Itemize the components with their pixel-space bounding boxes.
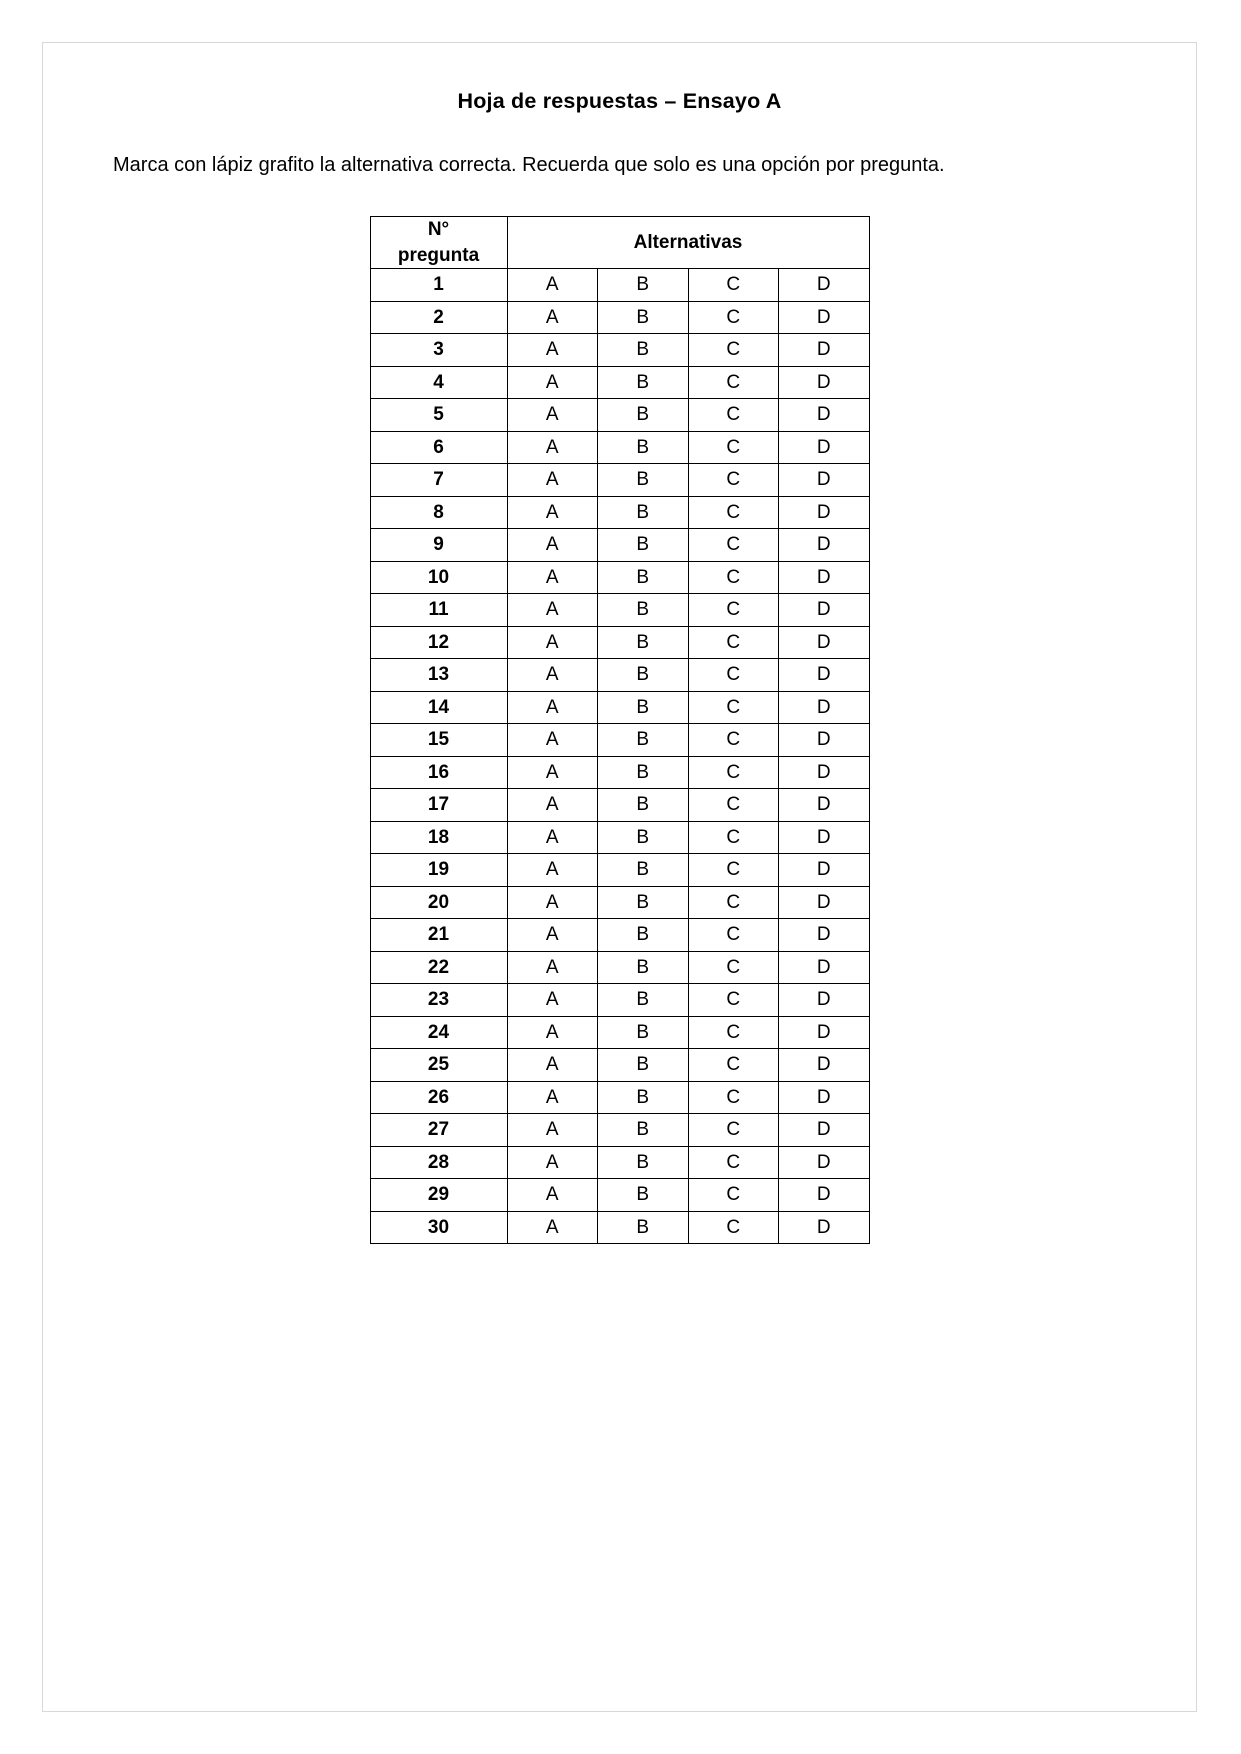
answer-option-cell[interactable]: C: [688, 724, 779, 757]
question-number-cell: 23: [370, 984, 507, 1017]
answer-option-cell[interactable]: B: [598, 1114, 689, 1147]
column-header-alternatives: Alternativas: [507, 217, 869, 269]
answer-option-cell[interactable]: B: [598, 691, 689, 724]
question-number-cell: 15: [370, 724, 507, 757]
answer-option-cell[interactable]: B: [598, 399, 689, 432]
answer-option-cell[interactable]: C: [688, 1114, 779, 1147]
table-row: [370, 529, 869, 562]
answer-option-cell[interactable]: B: [598, 789, 689, 822]
instructions-text: Marca con lápiz grafito la alternativa correcta. Recuerda que solo es una opción por pregunta.: [113, 154, 945, 176]
answer-option-cell[interactable]: B: [598, 1211, 689, 1244]
answer-option-cell[interactable]: D: [779, 1114, 870, 1147]
question-number-cell: 27: [370, 1114, 507, 1147]
answer-option-cell[interactable]: A: [507, 919, 598, 952]
answer-option-cell[interactable]: D: [779, 464, 870, 497]
answer-option-cell[interactable]: B: [598, 984, 689, 1017]
table-row: [370, 951, 869, 984]
table-row: [370, 626, 869, 659]
answer-option-cell[interactable]: C: [688, 301, 779, 334]
answer-option-cell[interactable]: A: [507, 1211, 598, 1244]
question-number-cell: 19: [370, 854, 507, 887]
answer-option-cell[interactable]: D: [779, 821, 870, 854]
question-number-cell: 26: [370, 1081, 507, 1114]
answer-option-cell[interactable]: A: [507, 1179, 598, 1212]
table-row: [370, 366, 869, 399]
document-page: [42, 42, 1197, 1712]
answer-option-cell[interactable]: C: [688, 951, 779, 984]
answer-option-cell[interactable]: D: [779, 1179, 870, 1212]
answer-option-cell[interactable]: D: [779, 691, 870, 724]
answer-option-cell[interactable]: C: [688, 886, 779, 919]
question-number-cell: 11: [370, 594, 507, 627]
answer-option-cell[interactable]: A: [507, 399, 598, 432]
answer-option-cell[interactable]: A: [507, 1016, 598, 1049]
answer-option-cell[interactable]: A: [507, 464, 598, 497]
answer-option-cell[interactable]: C: [688, 269, 779, 302]
answer-option-cell[interactable]: C: [688, 334, 779, 367]
question-number-cell: 20: [370, 886, 507, 919]
question-number-cell: 28: [370, 1146, 507, 1179]
answer-option-cell[interactable]: A: [507, 431, 598, 464]
answer-option-cell[interactable]: C: [688, 594, 779, 627]
answer-option-cell[interactable]: B: [598, 1179, 689, 1212]
question-number-cell: 16: [370, 756, 507, 789]
question-number-header-line1: N°: [427, 219, 450, 240]
question-number-cell: 7: [370, 464, 507, 497]
answer-option-cell[interactable]: C: [688, 659, 779, 692]
answer-option-cell[interactable]: D: [779, 724, 870, 757]
question-number-cell: 5: [370, 399, 507, 432]
answer-option-cell[interactable]: C: [688, 626, 779, 659]
question-number-cell: 13: [370, 659, 507, 692]
table-row: [370, 756, 869, 789]
table-row: [370, 984, 869, 1017]
answer-option-cell[interactable]: D: [779, 594, 870, 627]
answer-option-cell[interactable]: D: [779, 659, 870, 692]
answer-option-cell[interactable]: A: [507, 561, 598, 594]
answer-option-cell[interactable]: C: [688, 1049, 779, 1082]
answer-option-cell[interactable]: D: [779, 1146, 870, 1179]
question-number-header-line2: pregunta: [397, 244, 480, 266]
table-row: [370, 561, 869, 594]
answer-option-cell[interactable]: C: [688, 399, 779, 432]
answer-option-cell[interactable]: B: [598, 529, 689, 562]
table-row: [370, 301, 869, 334]
answer-option-cell[interactable]: C: [688, 1211, 779, 1244]
answer-option-cell[interactable]: C: [688, 691, 779, 724]
answer-option-cell[interactable]: B: [598, 561, 689, 594]
answer-option-cell[interactable]: A: [507, 821, 598, 854]
answer-option-cell[interactable]: D: [779, 301, 870, 334]
answer-option-cell[interactable]: B: [598, 919, 689, 952]
answer-option-cell[interactable]: B: [598, 626, 689, 659]
answer-option-cell[interactable]: C: [688, 854, 779, 887]
table-row: [370, 1211, 869, 1244]
answer-option-cell[interactable]: C: [688, 821, 779, 854]
answer-option-cell[interactable]: C: [688, 561, 779, 594]
table-row: [370, 1114, 869, 1147]
table-row: [370, 1016, 869, 1049]
question-number-cell: 12: [370, 626, 507, 659]
answer-option-cell[interactable]: D: [779, 496, 870, 529]
question-number-cell: 14: [370, 691, 507, 724]
question-number-cell: 10: [370, 561, 507, 594]
answer-option-cell[interactable]: B: [598, 431, 689, 464]
page-title: Hoja de respuestas – Ensayo A: [457, 89, 782, 113]
answer-option-cell[interactable]: B: [598, 594, 689, 627]
table-row: [370, 1146, 869, 1179]
answer-option-cell[interactable]: B: [598, 659, 689, 692]
answer-option-cell[interactable]: B: [598, 1146, 689, 1179]
answer-option-cell[interactable]: A: [507, 951, 598, 984]
table-row: [370, 496, 869, 529]
answer-option-cell[interactable]: C: [688, 789, 779, 822]
answer-option-cell[interactable]: C: [688, 431, 779, 464]
answer-option-cell[interactable]: B: [598, 1016, 689, 1049]
answer-option-cell[interactable]: A: [507, 756, 598, 789]
answer-option-cell[interactable]: D: [779, 756, 870, 789]
answer-option-cell[interactable]: A: [507, 626, 598, 659]
table-header-row: [370, 217, 869, 269]
table-row: [370, 594, 869, 627]
answer-option-cell[interactable]: B: [598, 1081, 689, 1114]
table-row: [370, 854, 869, 887]
answer-option-cell[interactable]: A: [507, 984, 598, 1017]
answer-option-cell[interactable]: A: [507, 659, 598, 692]
answer-option-cell[interactable]: B: [598, 269, 689, 302]
answer-option-cell[interactable]: B: [598, 724, 689, 757]
answer-option-cell[interactable]: C: [688, 984, 779, 1017]
question-number-cell: 24: [370, 1016, 507, 1049]
answer-option-cell[interactable]: A: [507, 1081, 598, 1114]
answer-option-cell[interactable]: A: [507, 691, 598, 724]
answer-option-cell[interactable]: A: [507, 1114, 598, 1147]
table-row: [370, 659, 869, 692]
table-row: [370, 431, 869, 464]
answer-option-cell[interactable]: A: [507, 886, 598, 919]
answer-option-cell[interactable]: D: [779, 919, 870, 952]
answer-option-cell[interactable]: C: [688, 1179, 779, 1212]
table-row: [370, 691, 869, 724]
table-row: [370, 269, 869, 302]
answer-option-cell[interactable]: A: [507, 269, 598, 302]
question-number-cell: 21: [370, 919, 507, 952]
answer-option-cell[interactable]: D: [779, 951, 870, 984]
question-number-cell: 9: [370, 529, 507, 562]
answer-option-cell[interactable]: D: [779, 1016, 870, 1049]
answer-option-cell[interactable]: D: [779, 886, 870, 919]
answer-option-cell[interactable]: B: [598, 334, 689, 367]
answer-option-cell[interactable]: B: [598, 366, 689, 399]
document-content: [43, 43, 1196, 1244]
answer-option-cell[interactable]: A: [507, 854, 598, 887]
answer-option-cell[interactable]: D: [779, 366, 870, 399]
answer-option-cell[interactable]: B: [598, 756, 689, 789]
answer-option-cell[interactable]: C: [688, 366, 779, 399]
answer-option-cell[interactable]: A: [507, 496, 598, 529]
answer-option-cell[interactable]: A: [507, 301, 598, 334]
answer-option-cell[interactable]: D: [779, 789, 870, 822]
answer-option-cell[interactable]: B: [598, 496, 689, 529]
table-row: [370, 1081, 869, 1114]
answer-option-cell[interactable]: B: [598, 886, 689, 919]
answer-option-cell[interactable]: D: [779, 854, 870, 887]
answer-option-cell[interactable]: D: [779, 561, 870, 594]
question-number-cell: 29: [370, 1179, 507, 1212]
answer-option-cell[interactable]: D: [779, 984, 870, 1017]
answer-option-cell[interactable]: B: [598, 821, 689, 854]
answer-option-cell[interactable]: A: [507, 529, 598, 562]
question-number-cell: 6: [370, 431, 507, 464]
answer-option-cell[interactable]: C: [688, 756, 779, 789]
answer-option-cell[interactable]: A: [507, 366, 598, 399]
question-number-cell: 4: [370, 366, 507, 399]
table-row: [370, 1179, 869, 1212]
answer-option-cell[interactable]: D: [779, 269, 870, 302]
answer-option-cell[interactable]: A: [507, 1146, 598, 1179]
table-row: [370, 789, 869, 822]
answer-option-cell[interactable]: C: [688, 464, 779, 497]
question-number-cell: 18: [370, 821, 507, 854]
answer-option-cell[interactable]: A: [507, 334, 598, 367]
table-header: [370, 217, 869, 269]
question-number-cell: 3: [370, 334, 507, 367]
table-row: [370, 399, 869, 432]
table-row: [370, 1049, 869, 1082]
question-number-cell: 25: [370, 1049, 507, 1082]
answer-option-cell[interactable]: B: [598, 464, 689, 497]
answer-option-cell[interactable]: D: [779, 529, 870, 562]
answer-option-cell[interactable]: C: [688, 1081, 779, 1114]
answer-option-cell[interactable]: C: [688, 496, 779, 529]
answer-option-cell[interactable]: A: [507, 594, 598, 627]
table-body: [370, 269, 869, 1244]
table-row: [370, 334, 869, 367]
answer-option-cell[interactable]: D: [779, 431, 870, 464]
answer-option-cell[interactable]: C: [688, 919, 779, 952]
answer-option-cell[interactable]: C: [688, 1146, 779, 1179]
table-row: [370, 821, 869, 854]
question-number-cell: 8: [370, 496, 507, 529]
answer-option-cell[interactable]: D: [779, 626, 870, 659]
answer-option-cell[interactable]: D: [779, 1049, 870, 1082]
column-header-question-number: [370, 217, 507, 269]
table-row: [370, 886, 869, 919]
question-number-cell: 22: [370, 951, 507, 984]
answer-option-cell[interactable]: C: [688, 529, 779, 562]
answer-option-cell[interactable]: D: [779, 334, 870, 367]
answer-option-cell[interactable]: D: [779, 1211, 870, 1244]
answer-option-cell[interactable]: D: [779, 399, 870, 432]
answer-option-cell[interactable]: A: [507, 789, 598, 822]
table-row: [370, 724, 869, 757]
question-number-cell: 1: [370, 269, 507, 302]
answer-option-cell[interactable]: B: [598, 301, 689, 334]
question-number-cell: 2: [370, 301, 507, 334]
table-row: [370, 919, 869, 952]
answer-option-cell[interactable]: B: [598, 854, 689, 887]
table-row: [370, 464, 869, 497]
answer-option-cell[interactable]: C: [688, 1016, 779, 1049]
answer-option-cell[interactable]: A: [507, 724, 598, 757]
answer-option-cell[interactable]: B: [598, 1049, 689, 1082]
question-number-cell: 17: [370, 789, 507, 822]
answer-sheet-table: [370, 216, 870, 1244]
answer-option-cell[interactable]: D: [779, 1081, 870, 1114]
answer-option-cell[interactable]: A: [507, 1049, 598, 1082]
question-number-cell: 30: [370, 1211, 507, 1244]
answer-option-cell[interactable]: B: [598, 951, 689, 984]
